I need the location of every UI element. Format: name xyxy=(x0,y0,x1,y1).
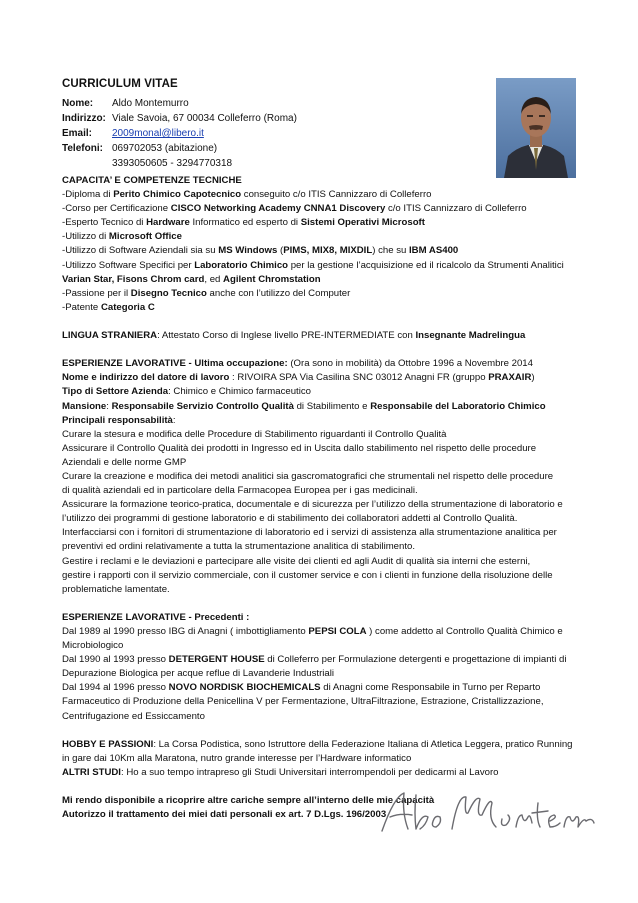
skill-line: -Esperto Tecnico di Hardware Informatico ed esperto di Sistemi Operativi Microsoft xyxy=(62,217,425,229)
availability-line: Mi rendo disponibile a ricoprire altre cariche sempre all’interno delle mie capacità xyxy=(62,795,435,807)
studies-line: ALTRI STUDI: Ho a suo tempo intrapreso gli Studi Universitari interrompendoli per dedicarmi al Lavoro xyxy=(62,766,499,778)
skill-line: -Utilizzo di Software Aziendali sia su MS Windows (PIMS, MIX8, MIXDIL) che su IBM AS400 xyxy=(62,245,459,257)
portrait-image xyxy=(496,78,576,178)
skill-line: Varian Star, Fisons Chrom card, ed Agilent Chromstation xyxy=(62,273,321,285)
hobby-line: in gare dai 10Km alla Maratona, nutro grande interesse per l’Hardware informatico xyxy=(62,752,412,764)
phone-row xyxy=(62,141,492,156)
previous-line: Dal 1989 al 1990 presso IBG di Anagni ( imbottigliamento PEPSI COLA ) come addetto al Controllo Qualità Chimico e xyxy=(62,626,563,637)
desc-line: Interfacciarsi con i fornitori di strumentazione di laboratorio ed i servizi di assistenza alla strumentazione analitica per xyxy=(62,527,557,539)
email-row xyxy=(62,126,492,141)
experience-line: Tipo di Settore Azienda: Chimico e Chimico farmaceutico xyxy=(62,386,311,398)
address-value: Viale Savoia, 67 00034 Colleferro (Roma) xyxy=(112,113,297,124)
previous-line: Dal 1990 al 1993 presso DETERGENT HOUSE di Colleferro per Formulazione detergenti e progettazione di impianti di xyxy=(62,654,567,666)
desc-line: Aziendali e delle norme GMP xyxy=(62,456,187,468)
experience-line: Nome e indirizzo del datore di lavoro : RIVOIRA SPA Via Casilina SNC 03012 Anagni FR (gruppo PRAXAIR) xyxy=(62,372,535,384)
experience-line: ESPERIENZE LAVORATIVE - Ultima occupazione: (Ora sono in mobilità) da Ottobre 1996 a Novembre 2014 xyxy=(62,358,533,370)
desc-line: l’utilizzo dei programmi di gestione laboratorio e di stabilimento dei collaboratori addetti al Controllo Qualità. xyxy=(62,513,518,525)
desc-line: Curare la stesura e modifica delle Procedure di Stabilimento riguardanti il Controllo Qualità xyxy=(62,428,447,440)
name-value: Aldo Montemurro xyxy=(112,98,189,109)
email-link[interactable]: 2009monal@libero.it xyxy=(112,128,204,139)
desc-line: gestire i rapporti con il servizio commerciale, con il customer service e con i clienti in funzione della risoluzione delle xyxy=(62,569,553,581)
skill-line: -Corso per Certificazione CISCO Networking Academy CNNA1 Discovery c/o ITIS Cannizzaro di Colleferro xyxy=(62,203,527,215)
skills-heading: CAPACITA’ E COMPETENZE TECNICHE xyxy=(62,175,242,186)
desc-line: Gestire i reclami e le deviazioni e partecipare alle visite dei clienti ed agli Audit di qualità sia interni che esterni, xyxy=(62,555,531,567)
desc-line: Curare la creazione e modifica dei metodi analitici sia gascromatografici che strumentali nel rispetto delle procedure xyxy=(62,470,554,482)
skill-line: -Utilizzo di Microsoft Office xyxy=(62,231,182,243)
email-label: Email: xyxy=(62,128,93,139)
phone-row-2 xyxy=(62,156,492,171)
previous-line: Farmaceutico di Produzione della Penicellina V per Fermentazione, UltraFiltrazione, Estrazione, Cristallizzazione, xyxy=(62,696,544,708)
experience-line: Mansione: Responsabile Servizio Controllo Qualità di Stabilimento e Responsabile del Laboratorio Chimico xyxy=(62,400,546,412)
previous-line: Depurazione Biologica per acque reflue di Lavanderie Industriali xyxy=(62,668,334,680)
desc-line: di qualità aziendali ed in particolare della Farmacopea Europea per i gas medicinali. xyxy=(62,485,418,497)
previous-heading: ESPERIENZE LAVORATIVE - Precedenti : xyxy=(62,611,250,623)
previous-line: Centrifugazione ed Essiccamento xyxy=(62,710,205,722)
privacy-line: Autorizzo il trattamento dei miei dati personali ex art. 7 D.Lgs. 196/2003 xyxy=(62,809,387,821)
language-line: LINGUA STRANIERA: Attestato Corso di Inglese livello PRE-INTERMEDIATE con Insegnante Madrelingua xyxy=(62,330,526,342)
cv-body xyxy=(62,174,582,822)
skill-line: -Patente Categoria C xyxy=(62,301,155,313)
name-label: Nome: xyxy=(62,98,94,109)
cv-title: CURRICULUM VITAE xyxy=(62,78,178,90)
desc-line: Assicurare il Controllo Qualità dei prodotti in Ingresso ed in Uscita dallo stabilimento nel rispetto delle procedure xyxy=(62,442,537,454)
profile-photo xyxy=(496,78,576,178)
previous-line: Microbiologico xyxy=(62,640,124,652)
signature-image xyxy=(372,783,597,848)
skill-line: -Utilizzo Software Specifici per Laboratorio Chimico per la gestione l’acquisizione ed il ricalcolo da Strumenti Analitici xyxy=(62,259,564,271)
desc-line: problematiche lamentate. xyxy=(62,583,170,595)
skill-line: -Passione per il Disegno Tecnico anche con l’utilizzo del Computer xyxy=(62,287,351,299)
phone-label: Telefoni: xyxy=(62,143,103,154)
desc-line: preventivi ed ordini relativamente a tutta la strumentazione analitica di stabilimento. xyxy=(62,541,416,553)
phone-value: 069702053 (abitazione) xyxy=(112,143,218,154)
previous-line: Dal 1994 al 1996 presso NOVO NORDISK BIOCHEMICALS di Anagni come Responsabile in Turno per Reparto xyxy=(62,682,541,694)
experience-line: Principali responsabilità: xyxy=(62,414,176,426)
phone-value-2: 3393050605 - 3294770318 xyxy=(112,158,233,169)
address-label: Indirizzo: xyxy=(62,113,106,124)
desc-line: Assicurare la formazione teorico-pratica, documentale e di sicurezza per l’utilizzo della strumentazione di laboratorio e xyxy=(62,499,563,511)
personal-info xyxy=(62,96,492,171)
address-row xyxy=(62,111,492,126)
skill-line: -Diploma di Perito Chimico Capotecnico conseguito c/o ITIS Cannizzaro di Colleferro xyxy=(62,189,432,201)
hobby-line: HOBBY E PASSIONI: La Corsa Podistica, sono Istruttore della Federazione Italiana di Atletica Leggera, pratico Running xyxy=(62,738,573,750)
name-row xyxy=(62,96,492,111)
